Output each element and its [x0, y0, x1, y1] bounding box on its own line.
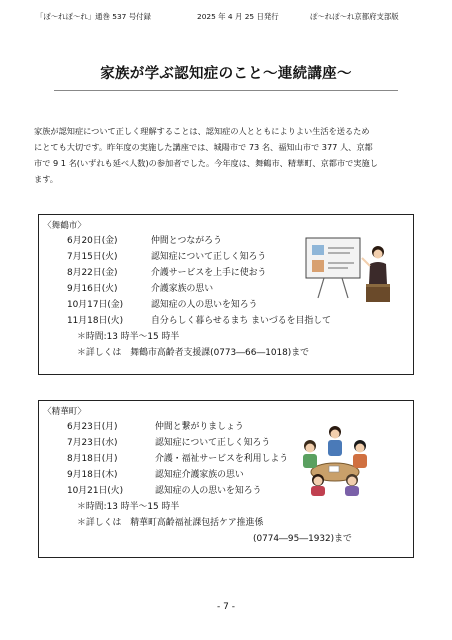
session-topic: 認知症について正しく知ろう — [155, 438, 271, 448]
session-row — [67, 297, 331, 313]
intro-line: 家族が認知症について正しく理解することは、認知症の人とともによりよい生活を送るため — [34, 126, 370, 136]
session-date: 9月18日(木) — [67, 470, 118, 480]
contact-note: ＊詳しくは 精華町高齢福祉課包括ケア推進係 — [77, 518, 264, 528]
session-row — [67, 249, 331, 265]
group-discussion-illustration — [296, 424, 374, 496]
intro-paragraph — [34, 123, 418, 187]
time-note: ＊時間:13 時半～15 時半 — [77, 332, 180, 342]
session-row — [67, 281, 331, 297]
contact-phone: (0774―95―1932)まで — [253, 534, 352, 544]
session-row — [67, 313, 331, 329]
page-title: 家族が学ぶ認知症のこと～連続講座～ — [100, 66, 352, 82]
session-date: 10月21日(火) — [67, 486, 124, 496]
contact-note: ＊詳しくは 舞鶴市高齢者支援課(0773―66―1018)まで — [77, 348, 310, 358]
header-date: 2025 年 4 月 25 日発行 — [197, 12, 279, 21]
header-issue: 「ぽ～れぽ～れ」通巻 537 号付録 — [36, 12, 151, 21]
box-title-maizuru: 〈舞鶴市〉 — [43, 221, 86, 231]
session-topic: 認知症の人の思いを知ろう — [155, 486, 262, 496]
session-topic: 認知症介護家族の思い — [155, 470, 244, 480]
lecturer-presentation-illustration — [304, 236, 396, 306]
session-row — [67, 233, 331, 249]
session-topic: 自分らしく暮らせるまち まいづるを目指して — [151, 316, 332, 326]
session-date: 6月20日(金) — [67, 236, 118, 246]
session-topic: 仲間と繋がりましょう — [155, 422, 244, 432]
session-date: 9月16日(火) — [67, 284, 118, 294]
header-edition: ぽ～れぽ～れ京都府支部版 — [310, 12, 399, 21]
session-topic: 認知症について正しく知ろう — [151, 252, 267, 262]
session-date: 8月22日(金) — [67, 268, 118, 278]
session-date: 6月23日(月) — [67, 422, 118, 432]
session-date: 11月18日(火) — [67, 316, 124, 326]
session-date: 10月17日(金) — [67, 300, 124, 310]
session-date: 7月23日(水) — [67, 438, 118, 448]
intro-line: にとても大切です。昨年度の実施した講座では、城陽市で 73 名、福知山市で 377 人、京都 — [34, 142, 373, 152]
session-date: 8月18日(月) — [67, 454, 118, 464]
session-topic: 介護家族の思い — [151, 284, 214, 294]
page-number: - 7 - — [217, 602, 235, 612]
session-date: 7月15日(火) — [67, 252, 118, 262]
time-note: ＊時間:13 時半～15 時半 — [77, 502, 180, 512]
title-divider — [54, 90, 398, 91]
session-topic: 介護サービスを上手に使おう — [151, 268, 267, 278]
intro-line: ます。 — [34, 174, 58, 184]
session-row — [67, 265, 331, 281]
session-topic: 仲間とつながろう — [151, 236, 222, 246]
intro-line: 市で 9 1 名(いずれも延べ人数)の参加者でした。今年度は、舞鶴市、精華町、京都市で実施し — [34, 158, 378, 168]
session-topic: 認知症の人の思いを知ろう — [151, 300, 258, 310]
box-title-seika: 〈精華町〉 — [43, 407, 86, 417]
session-topic: 介護・福祉サービスを利用しよう — [155, 454, 289, 464]
